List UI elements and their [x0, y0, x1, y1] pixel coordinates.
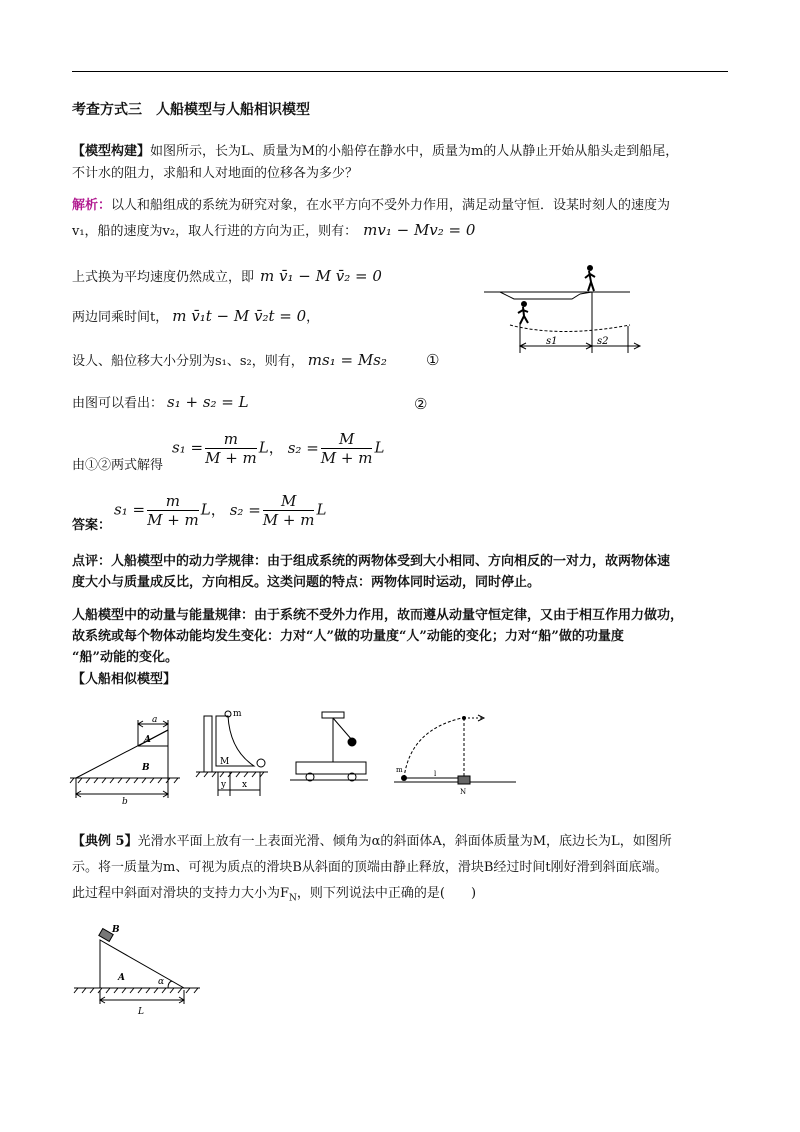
- incline-figure: [72, 920, 202, 1020]
- answer-fraction-s1: [147, 492, 199, 529]
- answer-fraction-s2-denominator: M + m: [262, 511, 315, 529]
- boat-figure: [480, 258, 650, 368]
- example-line-3: [72, 884, 476, 909]
- swinging-ball-model: [394, 715, 516, 784]
- equation-momentum: mv₁ − Mv₂ = 0: [363, 221, 476, 239]
- solution-line-6: [72, 392, 249, 414]
- example-text-3: 此过程中斜面对滑块的支持力大小为F: [72, 886, 290, 901]
- solution-text-1: 以人和船组成的系统为研究对象，在水平方向不受外力作用，满足动量守恒．设某时刻人的速度为: [111, 198, 671, 213]
- equation-sum: s₁ + s₂ = L: [167, 393, 249, 411]
- label-A: A: [144, 735, 151, 745]
- example-line-2: 示。将一质量为m、可视为质点的滑块B从斜面的顶端由静止释放，滑块B经过时间t刚好滑到斜面底端。: [72, 860, 668, 875]
- label-b: b: [122, 797, 128, 805]
- result-formula-1: [172, 430, 384, 467]
- label-alpha: α: [158, 977, 165, 987]
- answer-comma: ，: [210, 500, 226, 519]
- solution-line-1: [72, 196, 670, 216]
- solution-text-6: 由图可以看出：: [72, 396, 164, 411]
- result-s2-lhs: s₂ =: [287, 438, 319, 457]
- ball-left-icon: [401, 775, 407, 781]
- label-B-incline: B: [112, 925, 120, 935]
- result-s1-L: L: [258, 438, 269, 457]
- label-x: x: [242, 780, 248, 790]
- solution-text-3: 上式换为平均速度仍然成立，即: [72, 270, 255, 285]
- solution-text-4: 两边同乘时间t，: [72, 310, 169, 325]
- similar-model-title: 【人船相似模型】: [72, 672, 177, 687]
- result-comma: ，: [268, 438, 284, 457]
- example-text-1: 光滑水平面上放有一上表面光滑、倾角为α的斜面体A，斜面体质量为M，底边长为L，如图所: [137, 834, 672, 849]
- label-l: l: [434, 770, 437, 778]
- comment-line-2: 度大小与质量成反比，方向相反。这类问题的特点：两物体同时运动，同时停止。: [72, 575, 541, 590]
- example-text-3-tail: ，则下列说法中正确的是( ): [296, 886, 477, 901]
- result-s2-L: L: [374, 438, 385, 457]
- person-icon-walking: [518, 301, 528, 324]
- fraction-s2: [321, 430, 373, 467]
- label-y: y: [221, 780, 227, 790]
- answer-formula: [114, 492, 326, 529]
- answer-s1-lhs: s₁ =: [114, 500, 146, 519]
- solution-line-2: [72, 220, 475, 242]
- fraction-s2-numerator: M: [321, 430, 373, 449]
- curved-track-model: [196, 711, 268, 796]
- pendulum-cart-model: [290, 712, 368, 781]
- wedge-model: [70, 720, 180, 798]
- equation-times-t-tail: ，: [306, 310, 320, 325]
- answer-fraction-s2: [263, 492, 315, 529]
- label-s1: s1: [546, 336, 558, 347]
- ball-top-icon: [462, 716, 466, 720]
- comment-line-4: 故系统或每个物体动能均发生变化：力对“人”做的功量度“人”动能的变化；力对“船”做的功量度: [72, 629, 624, 644]
- ground-hatching-3: [74, 988, 198, 993]
- result-s1-lhs: s₁ =: [172, 438, 204, 457]
- equation-average-velocity: m v̄₁ − M v̄₂ = 0: [260, 267, 382, 285]
- solution-tag: 解析：: [72, 198, 112, 213]
- example-line-1: [72, 832, 672, 852]
- answer-fraction-s1-numerator: m: [147, 492, 199, 511]
- example-subscript-N: N: [289, 893, 297, 904]
- label-L: L: [138, 1007, 144, 1017]
- label-B: B: [142, 763, 150, 773]
- fraction-s1-denominator: M + m: [205, 449, 257, 467]
- angle-arc: [168, 981, 172, 988]
- label-N: N: [460, 788, 467, 796]
- model-tag: 【模型构建】: [72, 144, 151, 159]
- answer-fraction-s1-denominator: M + m: [147, 511, 199, 529]
- model-line-2: 不计水的阻力，求船和人对地面的位移各为多少？: [72, 166, 359, 181]
- solution-text-5: 设人、船位移大小分别为s₁、s₂，则有，: [72, 354, 304, 369]
- answer-s2-lhs: s₂ =: [229, 500, 261, 519]
- comment-line-3: 人船模型中的动量与能量规律：由于系统不受外力作用，故而遵从动量守恒定律，又由于相互作用力做功，: [72, 608, 684, 623]
- example-tag: 【典例 5】: [72, 834, 138, 849]
- equation-times-t: m v̄₁t − M v̄₂t = 0: [172, 307, 307, 325]
- answer-s2-L: L: [316, 500, 327, 519]
- solution-line-3: [72, 266, 382, 288]
- section-title: 考查方式三 人船模型与人船相识模型: [72, 102, 310, 118]
- answer-s1-L: L: [200, 500, 211, 519]
- solution-text-2: v₁，船的速度为v₂，取人行进的方向为正，则有：: [72, 224, 358, 239]
- boat-hull-left: [500, 292, 580, 299]
- label-s2: s2: [597, 336, 609, 347]
- label-m: m: [233, 709, 242, 719]
- similar-models-figure: [68, 700, 528, 805]
- label-m2: m: [396, 766, 403, 774]
- boat-shifted-dashed: [510, 325, 630, 332]
- solution-line-5: [72, 350, 387, 372]
- marker-2: ②: [414, 395, 428, 413]
- equation-displacement-ratio: ms₁ = Ms₂: [307, 351, 387, 369]
- fraction-s2-denominator: M + m: [320, 449, 373, 467]
- model-line-1: [72, 142, 678, 162]
- comment-line-5: “船”动能的变化。: [72, 650, 178, 665]
- model-text-1: 如图所示，长为L、质量为M的小船停在静水中，质量为m的人从静止开始从船头走到船尾，: [150, 144, 679, 159]
- marker-1: ①: [426, 351, 440, 369]
- fraction-s1-numerator: m: [205, 430, 257, 449]
- label-A-incline: A: [118, 973, 125, 983]
- comment-line-1: 点评：人船模型中的动力学规律：由于组成系统的两物体受到大小相同、方向相反的一对力，故两物体速: [72, 554, 671, 569]
- solution-line-4: [72, 306, 319, 328]
- label-a: a: [152, 715, 158, 725]
- top-rule: [72, 71, 728, 72]
- ground-hatching-1: [70, 778, 178, 783]
- solution-line-7: 由①②两式解得: [72, 458, 164, 473]
- label-M: M: [220, 757, 230, 767]
- answer-label: 答案：: [72, 518, 112, 533]
- answer-fraction-s2-numerator: M: [263, 492, 315, 511]
- person-icon-standing: [585, 265, 595, 291]
- fraction-s1: [205, 430, 257, 467]
